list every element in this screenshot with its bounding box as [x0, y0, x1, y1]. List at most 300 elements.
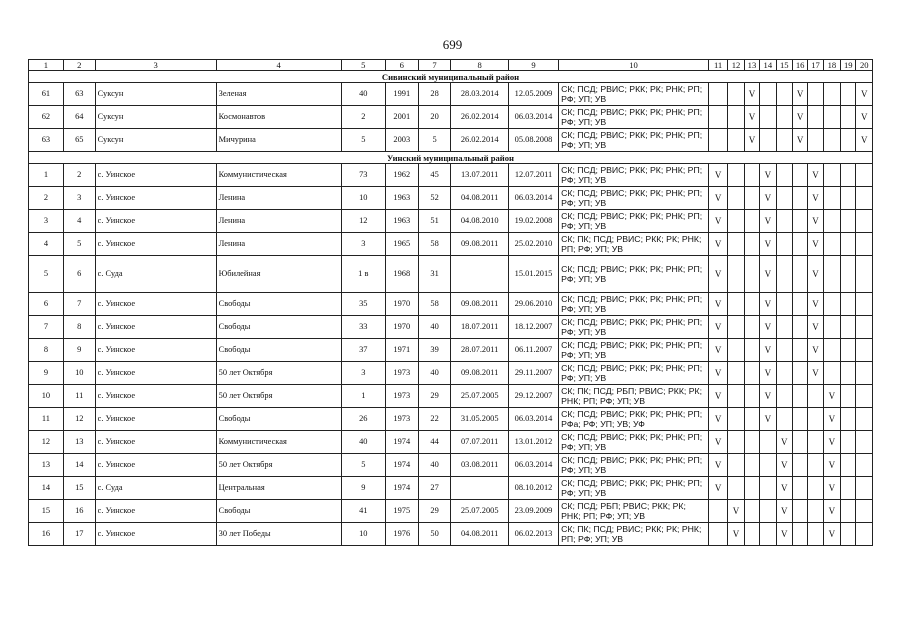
mark-cell: [856, 256, 873, 293]
column-number-header: 9: [508, 60, 558, 71]
housing-register-table: [28, 59, 873, 546]
build-year-cell: 1963: [385, 187, 418, 210]
mark-cell: [760, 83, 776, 106]
mark-cell: V: [760, 233, 776, 256]
mark-cell: [792, 362, 807, 385]
house-number-cell: 10: [341, 187, 385, 210]
row-number-cell: 63: [29, 129, 64, 152]
mark-cell: [792, 339, 807, 362]
survey-date-cell: 07.07.2011: [451, 431, 508, 454]
mark-cell: V: [708, 233, 727, 256]
table-row: [29, 316, 873, 339]
row-number-cell: 7: [29, 316, 64, 339]
mark-cell: [744, 431, 759, 454]
house-number-cell: 12: [341, 210, 385, 233]
mark-cell: [744, 454, 759, 477]
house-number-cell: 9: [341, 477, 385, 500]
mark-cell: [728, 454, 744, 477]
mark-cell: [808, 106, 823, 129]
mark-cell: [841, 129, 856, 152]
mark-cell: [744, 233, 759, 256]
survey-date-cell: 09.08.2011: [451, 293, 508, 316]
locality-cell: с. Уинское: [95, 500, 216, 523]
mark-cell: [823, 106, 840, 129]
inspection-date-cell: 15.01.2015: [508, 256, 558, 293]
apartment-count-cell: 29: [418, 385, 451, 408]
mark-cell: V: [856, 129, 873, 152]
build-year-cell: 1975: [385, 500, 418, 523]
street-cell: Зеленая: [216, 83, 341, 106]
mark-cell: [776, 339, 792, 362]
mark-cell: V: [708, 339, 727, 362]
build-year-cell: 1970: [385, 316, 418, 339]
mark-cell: V: [808, 293, 823, 316]
apartment-count-cell: 40: [418, 362, 451, 385]
apartment-count-cell: 58: [418, 233, 451, 256]
region-header-row: [29, 152, 873, 164]
column-number-header: 16: [792, 60, 807, 71]
mark-cell: V: [823, 385, 840, 408]
record-number-cell: 2: [63, 164, 95, 187]
mark-cell: [728, 477, 744, 500]
inspection-date-cell: 06.03.2014: [508, 408, 558, 431]
mark-cell: [792, 500, 807, 523]
street-cell: Ленина: [216, 187, 341, 210]
survey-date-cell: 09.08.2011: [451, 233, 508, 256]
mark-cell: V: [760, 385, 776, 408]
mark-cell: [856, 408, 873, 431]
street-cell: Свободы: [216, 293, 341, 316]
mark-cell: [760, 500, 776, 523]
inspection-date-cell: 29.11.2007: [508, 362, 558, 385]
row-number-cell: 5: [29, 256, 64, 293]
build-year-cell: 1968: [385, 256, 418, 293]
locality-cell: с. Уинское: [95, 408, 216, 431]
row-number-cell: 14: [29, 477, 64, 500]
record-number-cell: 15: [63, 477, 95, 500]
mark-cell: [728, 129, 744, 152]
inspection-date-cell: 12.05.2009: [508, 83, 558, 106]
apartment-count-cell: 22: [418, 408, 451, 431]
record-number-cell: 11: [63, 385, 95, 408]
row-number-cell: 15: [29, 500, 64, 523]
mark-cell: V: [708, 316, 727, 339]
column-number-header: 6: [385, 60, 418, 71]
mark-cell: V: [708, 385, 727, 408]
works-list-cell: СК; ПСД; РВИС; РКК; РК; РНК; РП; РФ; УП; УВ: [559, 83, 709, 106]
mark-cell: [823, 362, 840, 385]
mark-cell: [808, 83, 823, 106]
mark-cell: V: [776, 454, 792, 477]
table-row: [29, 431, 873, 454]
row-number-cell: 12: [29, 431, 64, 454]
mark-cell: [856, 477, 873, 500]
mark-cell: V: [708, 164, 727, 187]
mark-cell: V: [823, 454, 840, 477]
mark-cell: [841, 385, 856, 408]
mark-cell: [808, 408, 823, 431]
page-number: 699: [442, 37, 463, 52]
mark-cell: [792, 431, 807, 454]
mark-cell: [708, 523, 727, 546]
record-number-cell: 64: [63, 106, 95, 129]
column-number-header: 19: [841, 60, 856, 71]
survey-date-cell: [451, 256, 508, 293]
house-number-cell: 10: [341, 523, 385, 546]
mark-cell: [823, 129, 840, 152]
row-number-cell: 11: [29, 408, 64, 431]
mark-cell: [841, 316, 856, 339]
table-row: [29, 164, 873, 187]
mark-cell: [776, 316, 792, 339]
survey-date-cell: 25.07.2005: [451, 500, 508, 523]
mark-cell: [792, 233, 807, 256]
mark-cell: [744, 477, 759, 500]
mark-cell: [728, 187, 744, 210]
street-cell: Свободы: [216, 316, 341, 339]
mark-cell: [744, 316, 759, 339]
mark-cell: [823, 164, 840, 187]
apartment-count-cell: 58: [418, 293, 451, 316]
table-row: [29, 500, 873, 523]
mark-cell: V: [744, 83, 759, 106]
mark-cell: [792, 477, 807, 500]
mark-cell: V: [856, 83, 873, 106]
mark-cell: V: [776, 477, 792, 500]
mark-cell: [744, 385, 759, 408]
mark-cell: V: [708, 362, 727, 385]
locality-cell: с. Уинское: [95, 316, 216, 339]
build-year-cell: 1974: [385, 431, 418, 454]
mark-cell: [728, 233, 744, 256]
mark-cell: [776, 293, 792, 316]
apartment-count-cell: 39: [418, 339, 451, 362]
street-cell: Ленина: [216, 233, 341, 256]
region-header-row: [29, 71, 873, 83]
mark-cell: V: [744, 129, 759, 152]
record-number-cell: 63: [63, 83, 95, 106]
apartment-count-cell: 44: [418, 431, 451, 454]
column-number-header: 4: [216, 60, 341, 71]
apartment-count-cell: 45: [418, 164, 451, 187]
mark-cell: [808, 454, 823, 477]
region-title: Уинский муниципальный район: [29, 152, 873, 164]
mark-cell: V: [760, 187, 776, 210]
column-number-header: 8: [451, 60, 508, 71]
record-number-cell: 3: [63, 187, 95, 210]
mark-cell: [776, 385, 792, 408]
house-number-cell: 40: [341, 83, 385, 106]
locality-cell: с. Уинское: [95, 431, 216, 454]
record-number-cell: 5: [63, 233, 95, 256]
record-number-cell: 12: [63, 408, 95, 431]
table-row: [29, 385, 873, 408]
build-year-cell: 1962: [385, 164, 418, 187]
build-year-cell: 1976: [385, 523, 418, 546]
survey-date-cell: 03.08.2011: [451, 454, 508, 477]
mark-cell: [841, 523, 856, 546]
mark-cell: [744, 408, 759, 431]
works-list-cell: СК; ПСД; РВИС; РКК; РК; РНК; РП; РФа; РФ; УП; УВ; УФ: [559, 408, 709, 431]
mark-cell: [760, 431, 776, 454]
mark-cell: V: [708, 187, 727, 210]
inspection-date-cell: 29.06.2010: [508, 293, 558, 316]
mark-cell: [856, 454, 873, 477]
mark-cell: V: [792, 106, 807, 129]
mark-cell: V: [823, 431, 840, 454]
mark-cell: [792, 187, 807, 210]
mark-cell: V: [760, 293, 776, 316]
mark-cell: V: [728, 500, 744, 523]
mark-cell: [776, 408, 792, 431]
works-list-cell: СК; ПСД; РВИС; РКК; РК; РНК; РП; РФ; УП; УВ: [559, 187, 709, 210]
survey-date-cell: 28.07.2011: [451, 339, 508, 362]
apartment-count-cell: 52: [418, 187, 451, 210]
inspection-date-cell: 06.03.2014: [508, 454, 558, 477]
mark-cell: [823, 339, 840, 362]
mark-cell: V: [760, 256, 776, 293]
works-list-cell: СК; ПСД; РВИС; РКК; РК; РНК; РП; РФ; УП; УВ: [559, 293, 709, 316]
mark-cell: V: [776, 523, 792, 546]
locality-cell: с. Уинское: [95, 385, 216, 408]
mark-cell: [792, 256, 807, 293]
mark-cell: [728, 408, 744, 431]
mark-cell: [792, 293, 807, 316]
mark-cell: [841, 339, 856, 362]
inspection-date-cell: 05.08.2008: [508, 129, 558, 152]
row-number-cell: 6: [29, 293, 64, 316]
locality-cell: с. Уинское: [95, 362, 216, 385]
mark-cell: [856, 187, 873, 210]
survey-date-cell: 28.03.2014: [451, 83, 508, 106]
mark-cell: [823, 316, 840, 339]
table-row: [29, 454, 873, 477]
works-list-cell: СК; ПК; ПСД; РВИС; РКК; РК; РНК; РП; РФ; УП; УВ: [559, 233, 709, 256]
mark-cell: V: [708, 210, 727, 233]
mark-cell: [776, 362, 792, 385]
mark-cell: [728, 83, 744, 106]
column-number-header: 2: [63, 60, 95, 71]
build-year-cell: 1973: [385, 362, 418, 385]
row-number-cell: 3: [29, 210, 64, 233]
column-number-header: 3: [95, 60, 216, 71]
mark-cell: [841, 233, 856, 256]
street-cell: 50 лет Октября: [216, 454, 341, 477]
mark-cell: [728, 362, 744, 385]
house-number-cell: 5: [341, 129, 385, 152]
locality-cell: Суксун: [95, 106, 216, 129]
mark-cell: V: [808, 256, 823, 293]
street-cell: 50 лет Октября: [216, 362, 341, 385]
mark-cell: [856, 339, 873, 362]
mark-cell: V: [823, 523, 840, 546]
mark-cell: [728, 293, 744, 316]
locality-cell: с. Уинское: [95, 187, 216, 210]
row-number-cell: 62: [29, 106, 64, 129]
apartment-count-cell: 31: [418, 256, 451, 293]
street-cell: Свободы: [216, 339, 341, 362]
mark-cell: [856, 233, 873, 256]
mark-cell: [823, 256, 840, 293]
record-number-cell: 9: [63, 339, 95, 362]
mark-cell: V: [792, 129, 807, 152]
locality-cell: с. Суда: [95, 477, 216, 500]
inspection-date-cell: 25.02.2010: [508, 233, 558, 256]
row-number-cell: 16: [29, 523, 64, 546]
mark-cell: [856, 316, 873, 339]
table-row: [29, 362, 873, 385]
build-year-cell: 1973: [385, 408, 418, 431]
inspection-date-cell: 06.03.2014: [508, 187, 558, 210]
mark-cell: V: [708, 293, 727, 316]
mark-cell: [760, 523, 776, 546]
region-title: Сивинский муниципальный район: [29, 71, 873, 83]
mark-cell: [708, 500, 727, 523]
mark-cell: V: [856, 106, 873, 129]
apartment-count-cell: 29: [418, 500, 451, 523]
table-row: [29, 187, 873, 210]
works-list-cell: СК; ПСД; РВИС; РКК; РК; РНК; РП; РФ; УП; УВ: [559, 339, 709, 362]
mark-cell: [728, 106, 744, 129]
mark-cell: V: [708, 477, 727, 500]
street-cell: Ленина: [216, 210, 341, 233]
build-year-cell: 1991: [385, 83, 418, 106]
street-cell: Свободы: [216, 500, 341, 523]
mark-cell: V: [792, 83, 807, 106]
house-number-cell: 3: [341, 362, 385, 385]
mark-cell: V: [728, 523, 744, 546]
record-number-cell: 6: [63, 256, 95, 293]
street-cell: Юбилейная: [216, 256, 341, 293]
apartment-count-cell: 40: [418, 454, 451, 477]
row-number-cell: 9: [29, 362, 64, 385]
mark-cell: [744, 293, 759, 316]
mark-cell: V: [708, 454, 727, 477]
mark-cell: [856, 500, 873, 523]
survey-date-cell: 26.02.2014: [451, 106, 508, 129]
mark-cell: [808, 523, 823, 546]
mark-cell: [728, 339, 744, 362]
house-number-cell: 2: [341, 106, 385, 129]
mark-cell: V: [808, 339, 823, 362]
mark-cell: [744, 339, 759, 362]
mark-cell: [792, 523, 807, 546]
mark-cell: [856, 164, 873, 187]
mark-cell: V: [823, 477, 840, 500]
apartment-count-cell: 5: [418, 129, 451, 152]
mark-cell: [856, 210, 873, 233]
row-number-cell: 10: [29, 385, 64, 408]
locality-cell: Суксун: [95, 83, 216, 106]
works-list-cell: СК; ПСД; РВИС; РКК; РК; РНК; РП; РФ; УП; УВ: [559, 210, 709, 233]
locality-cell: с. Уинское: [95, 339, 216, 362]
table-row: [29, 210, 873, 233]
mark-cell: [760, 477, 776, 500]
row-number-cell: 61: [29, 83, 64, 106]
table-row: [29, 293, 873, 316]
house-number-cell: 5: [341, 454, 385, 477]
table-row: [29, 233, 873, 256]
mark-cell: V: [760, 210, 776, 233]
works-list-cell: СК; ПСД; РВИС; РКК; РК; РНК; РП; РФ; УП; УВ: [559, 431, 709, 454]
street-cell: Космонавтов: [216, 106, 341, 129]
table-row: [29, 256, 873, 293]
locality-cell: Суксун: [95, 129, 216, 152]
inspection-date-cell: 06.02.2013: [508, 523, 558, 546]
survey-date-cell: 31.05.2005: [451, 408, 508, 431]
street-cell: Мичурина: [216, 129, 341, 152]
mark-cell: [776, 129, 792, 152]
mark-cell: [744, 164, 759, 187]
mark-cell: [823, 293, 840, 316]
mark-cell: [728, 431, 744, 454]
record-number-cell: 65: [63, 129, 95, 152]
mark-cell: [760, 106, 776, 129]
survey-date-cell: [451, 477, 508, 500]
survey-date-cell: 13.07.2011: [451, 164, 508, 187]
survey-date-cell: 04.08.2011: [451, 523, 508, 546]
mark-cell: [776, 256, 792, 293]
mark-cell: [776, 187, 792, 210]
house-number-cell: 35: [341, 293, 385, 316]
mark-cell: [841, 83, 856, 106]
mark-cell: [728, 164, 744, 187]
mark-cell: V: [808, 210, 823, 233]
mark-cell: [744, 362, 759, 385]
mark-cell: [841, 106, 856, 129]
survey-date-cell: 26.02.2014: [451, 129, 508, 152]
mark-cell: V: [760, 316, 776, 339]
house-number-cell: 1 в: [341, 256, 385, 293]
build-year-cell: 2003: [385, 129, 418, 152]
column-number-header: 12: [728, 60, 744, 71]
mark-cell: [823, 210, 840, 233]
mark-cell: V: [760, 362, 776, 385]
row-number-cell: 4: [29, 233, 64, 256]
apartment-count-cell: 51: [418, 210, 451, 233]
mark-cell: [760, 454, 776, 477]
mark-cell: [841, 210, 856, 233]
column-number-row: [29, 60, 873, 71]
mark-cell: V: [808, 164, 823, 187]
build-year-cell: 1965: [385, 233, 418, 256]
inspection-date-cell: 08.10.2012: [508, 477, 558, 500]
table-row: [29, 129, 873, 152]
mark-cell: [823, 233, 840, 256]
mark-cell: [728, 316, 744, 339]
house-number-cell: 26: [341, 408, 385, 431]
table-row: [29, 339, 873, 362]
inspection-date-cell: 19.02.2008: [508, 210, 558, 233]
record-number-cell: 17: [63, 523, 95, 546]
mark-cell: [856, 523, 873, 546]
column-number-header: 5: [341, 60, 385, 71]
record-number-cell: 10: [63, 362, 95, 385]
street-cell: Коммунистическая: [216, 164, 341, 187]
mark-cell: [841, 362, 856, 385]
mark-cell: [776, 106, 792, 129]
apartment-count-cell: 40: [418, 316, 451, 339]
mark-cell: [841, 477, 856, 500]
works-list-cell: СК; ПСД; РВИС; РКК; РК; РНК; РП; РФ; УП; УВ: [559, 477, 709, 500]
row-number-cell: 1: [29, 164, 64, 187]
record-number-cell: 8: [63, 316, 95, 339]
inspection-date-cell: 13.01.2012: [508, 431, 558, 454]
record-number-cell: 4: [63, 210, 95, 233]
locality-cell: с. Уинское: [95, 293, 216, 316]
column-number-header: 20: [856, 60, 873, 71]
works-list-cell: СК; ПСД; РВИС; РКК; РК; РНК; РП; РФ; УП; УВ: [559, 164, 709, 187]
